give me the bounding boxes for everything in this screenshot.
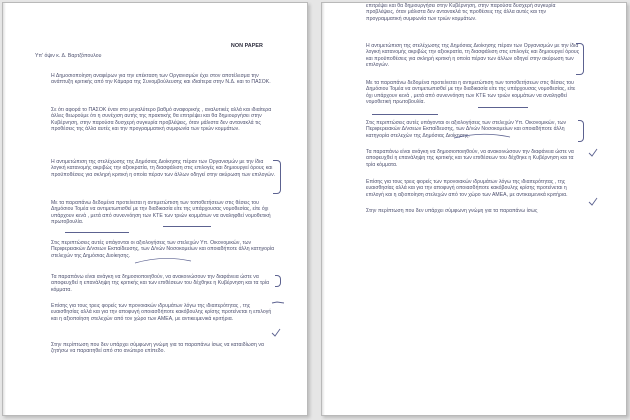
paragraph: Με τα παραπάνω δεδομένα προτείνεται η αντιμετώπιση των τοποθετήσεων στις θέσεις του Δημόσιου Τομέα να αντιμετωπισθεί με την διαδικασία είτε της υπάρχουσας νομοθεσίας, είτε όχι υπάρχουν κενά , μετά από συνεννόηση των ΚΤΕ των τριών κομμάτων να αναληφθεί νομοθετική πρωτοβουλία. bbox=[366, 80, 576, 105]
checkmark-icon bbox=[588, 148, 598, 158]
paragraph: Σε ότι αφορά το ΠΑΣΟΚ έναν στο μεγαλύτερο βαθμό αναφορικής , αναλυτικές αλλά και ιδιαίτερα άλλες θεωρούμε ότι η συνέχιση αυτής της πρακτικής θα επιτρέψει και θα δημιουργήσει στην Κυβέρνηση, στην παρούσα δυσχερή συγκυρία προβλέψεις, όταν μάλιστα δεν αντανακλά τις προθέσεις της άλλα αυτές και την προγραμματική συμφωνία των τριών κομμάτων. bbox=[51, 107, 272, 132]
bracket-mark bbox=[273, 160, 281, 194]
paragraph: Τα παραπάνω είναι ανάγκη να δημοσιοποιηθούν, να ανακοινώσουν την διαφάνεια ώστε να αποφευχθεί η επανάληψη της κριτικής και των επιθέσεων του δέχθηκε η Κυβέρνηση και τα τρία κόμματα. bbox=[51, 274, 270, 293]
scan-shadow bbox=[3, 3, 6, 415]
scribble-mark bbox=[133, 253, 193, 267]
checkmark-icon bbox=[588, 197, 598, 207]
paragraph: Στις περιπτώσεις αυτές υπάγονται οι αξιολογήσεις των στελεχών Υπ. Οικονομικών, των Περιφερειακών Δ/νσεων Εκπαίδευσης, των Δ/νών Νοσοκομείων και οποιαδήποτε άλλη κατηγορία στελεχών της Δημόσιας Διοίκησης. bbox=[51, 240, 275, 259]
bracket-mark bbox=[576, 43, 584, 75]
scan-shadow bbox=[322, 3, 325, 415]
underline-mark bbox=[478, 107, 528, 108]
scribble-mark bbox=[452, 128, 512, 142]
addressee-line: Υπ' όψιν κ. Δ. Βαρτζόπουλου bbox=[35, 53, 102, 59]
underline-mark bbox=[372, 114, 438, 115]
underline-mark bbox=[163, 226, 211, 227]
paragraph: Η Δημοσιοποίηση αναφέρων για την επέκταση των Οργανισμών έχει στον αποτέλεσμα την ανάπτυξη κριτικής από την Κάμαρα της Συνομβούλευσης και ιδιαίτερα στην Ν.Δ. και το ΠΑΣΟΚ. bbox=[51, 73, 271, 86]
underline-mark bbox=[65, 232, 129, 233]
paragraph: επιτρέψει και θα δημιουργήσει στην Κυβέρνηση, στην παρούσα δυσχερή συγκυρία προβλέψεις, όταν μάλιστα δεν αντανακλά τις προθέσεις της άλλα αυτές και την προγραμματική συμφωνία των τριών κομμάτων. bbox=[366, 3, 556, 22]
paragraph: Τα παραπάνω είναι ανάγκη να δημοσιοποιηθούν, να ανακοινώσουν την διαφάνεια ώστε να αποφευχθεί η επανάληψη της κριτικής και των επιθέσεων του δέχθηκε η Κυβέρνηση και τα τρία κόμματα. bbox=[366, 149, 574, 168]
paragraph: Επίσης για τους τρεις φορείς των προνοιακών ιδρυμάτων λόγω της ιδιαιτερότητας , της ευαισθησίας αλλά και για την αποφυγή οποιασδήποτε κακόβουλης κρίσης προτείνεται η επιλογή και η αξιοποίηση στελεχών από τον χώρο των ΑΜΕΑ, με αντικειμενικά κριτήρια. bbox=[366, 179, 568, 198]
paragraph: Στις περιπτώσεις αυτές υπάγονται οι αξιολογήσεις των στελεχών Υπ. Οικονομικών, των Περιφερειακών Δ/νσεων Εκπαίδευσης, των Δ/νών Νοσοκομείων και οποιαδήποτε άλλη κατηγορία στελεχών της Δημόσιας Διοίκησης. bbox=[366, 120, 567, 139]
paragraph: Στην περίπτωση που δεν υπάρχει σύμφωνη γνώμη για τα παραπάνω ίσως να καταιδίωση να ζητήσω να παραιτηθεί από στο ανώτερο επίπεδο. bbox=[51, 342, 264, 355]
paragraph: Η αντιμετώπιση της στελέχωσης της Δημόσιας Διοίκησης πέραν των Οργανισμών με την ίδια λογική κατανομής ακριβώς την αξιοκρατία, τη διασφάλιση στις επιλογές και δημιουργεί όρους και προϋποθέσεις για σκληρή κριτική η οποία πέραν των άλλων οδηγεί στην ακύρωση των επιλογών. bbox=[366, 43, 580, 68]
document-page-1 bbox=[2, 2, 308, 416]
non-paper-label: NON PAPER bbox=[230, 43, 263, 49]
document-page-2 bbox=[321, 2, 627, 416]
paragraph: Με τα παραπάνω δεδομένα προτείνεται η αντιμετώπιση των τοποθετήσεων στις θέσεις του Δημόσιου Τομέα να αντιμετωπισθεί με την διαδικασία είτε της υπάρχουσας νομοθεσίας, είτε όχι υπάρχουν κενά , μετά από συνεννόηση των ΚΤΕ των τριών κομμάτων να αναληφθεί νομοθετική πρωτοβουλία. bbox=[51, 200, 271, 225]
bracket-mark bbox=[578, 120, 584, 142]
paragraph: Στην περίπτωση που δεν υπάρχει σύμφωνη γνώμη για τα παραπάνω ίσως bbox=[366, 208, 538, 214]
paragraph: Η αντιμετώπιση της στελέχωσης της Δημόσιας Διοίκησης πέραν των Οργανισμών με την ίδια λογική κατανομής ακριβώς την αξιοκρατία, τη διασφάλιση στις επιλογές και δημιουργεί όρους και προϋποθέσεις για σκληρή κριτική η οποία πέραν των άλλων οδηγεί στην ακύρωση των επιλογών. bbox=[51, 159, 276, 178]
paragraph: Επίσης για τους τρεις φορείς των προνοιακών ιδρυμάτων λόγω της ιδιαιτερότητας , της ευαισθησίας αλλά και για την αποφυγή οποιασδήποτε κακόβουλης κρίσης προτείνεται η επιλογή και η αξιοποίηση στελεχών από τον χώρο των ΑΜΕΑ, με αντικειμενικά κριτήρια. bbox=[51, 303, 272, 322]
bracket-mark bbox=[275, 275, 281, 287]
checkmark-icon bbox=[271, 328, 281, 338]
dash-mark bbox=[271, 298, 285, 306]
